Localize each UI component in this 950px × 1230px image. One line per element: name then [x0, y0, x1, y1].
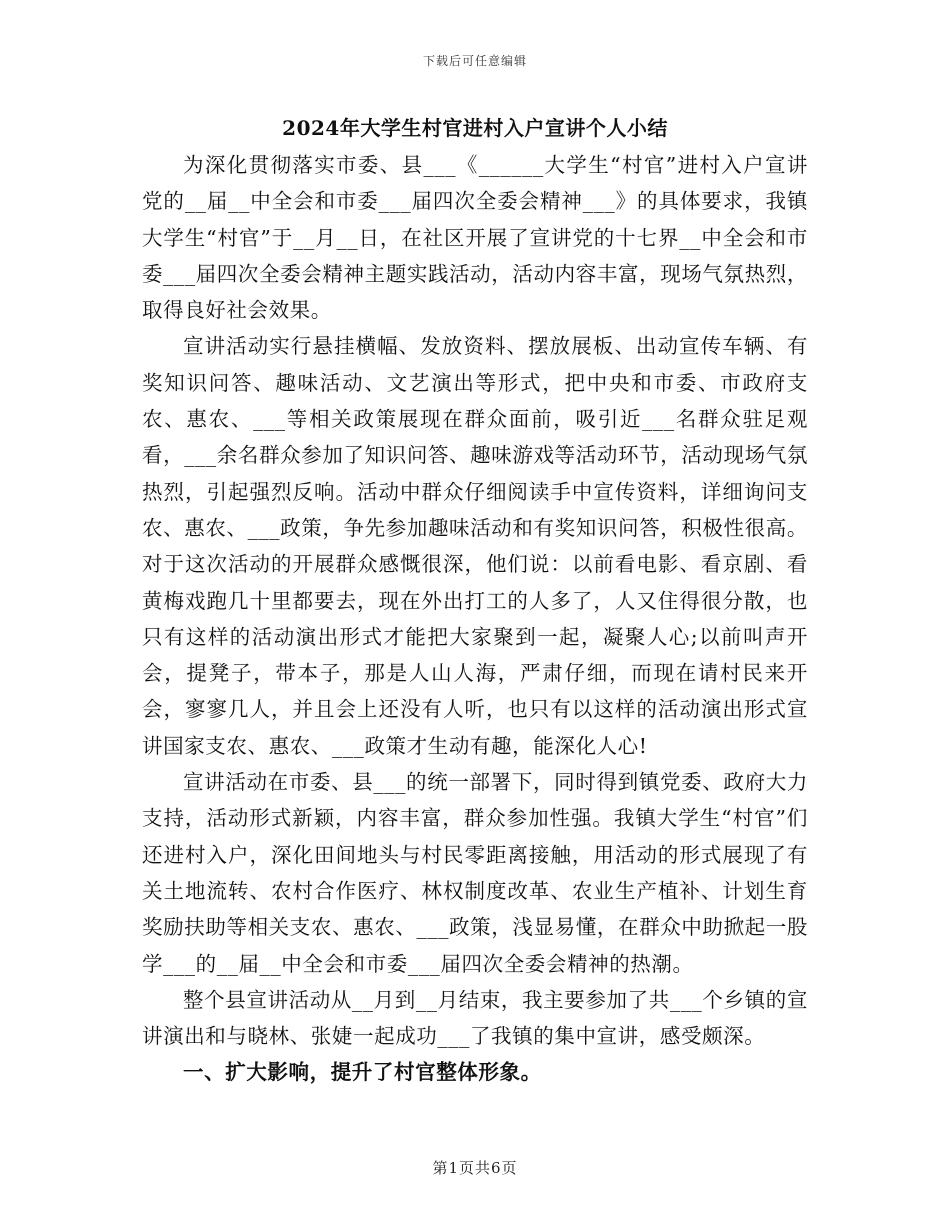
document-body [142, 147, 808, 1091]
document-title: 2024年大学生村官进村入户宣讲个人小结 [282, 116, 668, 140]
paragraph-2: 宣讲活动实行悬挂横幅、发放资料、摆放展板、出动宣传车辆、有奖知识问答、趣味活动、文艺演出等形式，把中央和市委、市政府支农、惠农、___等相关政策展现在群众面前，吸引近___名群众驻足观看，___余名群众参加了知识问答、趣味游戏等活动环节，活动现场气氛热烈，引起强烈反响。活动中群众仔细阅读手中宣传资料，详细询问支农、惠农、___政策，争先参加趣味活动和有奖知识问答，积极性很高。对于这次活动的开展群众感慨很深，他们说：以前看电影、看京剧、看黄梅戏跑几十里都要去，现在外出打工的人多了，人又住得很分散，也只有这样的活动演出形式才能把大家聚到一起，凝聚人心;以前叫声开会，提凳子，带本子，那是人山人海，严肃仔细，而现在请村民来开会，寥寥几人，并且会上还没有人听，也只有以这样的活动演出形式宣讲国家支农、惠农、___政策才生动有趣，能深化人心! [142, 334, 808, 758]
page-header-note: 下载后可任意编辑 [422, 54, 527, 68]
paragraph-3: 宣讲活动在市委、县___的统一部署下，同时得到镇党委、政府大力支持，活动形式新颖，内容丰富，群众参加性强。我镇大学生“村官”们还进村入户，深化田间地头与村民零距离接触，用活动的形式展现了有关土地流转、农村合作医疗、林权制度改革、农业生产植补、计划生育奖励扶助等相关支农、惠农、___政策，浅显易懂，在群众中助掀起一股学___的__届__中全会和市委___届四次全委会精神的热潮。 [142, 770, 808, 976]
section-heading-1: 一、扩大影响，提升了村官整体形象。 [183, 1060, 542, 1085]
paragraph-1: 为深化贯彻落实市委、县___《______大学生“村官”进村入户宣讲党的__届__中全会和市委___届四次全委会精神___》的具体要求，我镇大学生“村官”于__月__日，在社区开展了宣讲党的十七界__中全会和市委___届四次全委会精神主题实践活动，活动内容丰富，现场气氛热烈，取得良好社会效果。 [142, 153, 808, 323]
page-number: 第1页共6页 [432, 1159, 518, 1177]
paragraph-4: 整个县宣讲活动从__月到__月结束，我主要参加了共___个乡镇的宣讲演出和与晓林、张婕一起成功___了我镇的集中宣讲，感受颇深。 [142, 987, 808, 1049]
